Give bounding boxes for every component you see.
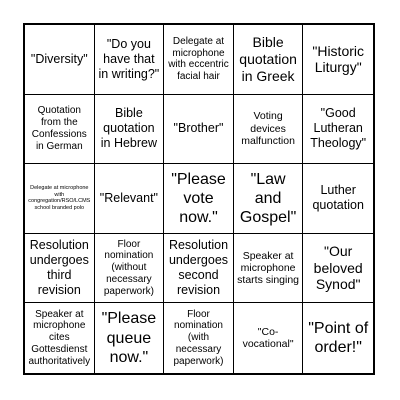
cell-text: Delegate at microphone with eccentric facial hair [168, 35, 229, 83]
cell-text: Quotation from the Confessions in German [31, 105, 87, 152]
bingo-cell[interactable] [95, 25, 165, 95]
bingo-cell[interactable] [95, 234, 165, 304]
bingo-cell[interactable] [303, 25, 373, 95]
cell-text: Speaker at microphone starts singing [237, 249, 300, 287]
bingo-cell[interactable] [25, 164, 95, 234]
cell-text: "Co-vocational" [242, 325, 294, 351]
bingo-cell[interactable] [164, 95, 234, 165]
bingo-cell[interactable] [95, 303, 165, 373]
cell-text: Speaker at microphone cites Gottesdienst authoritatively [28, 308, 91, 367]
cell-text: Resolution undergoes second revision [168, 238, 229, 298]
bingo-cell[interactable] [234, 303, 304, 373]
bingo-cell[interactable] [303, 303, 373, 373]
cell-text: Bible quotation in Hebrew [100, 106, 158, 151]
bingo-cell[interactable] [25, 303, 95, 373]
bingo-cell[interactable] [303, 234, 373, 304]
bingo-cell[interactable] [164, 303, 234, 373]
bingo-card [23, 23, 375, 375]
bingo-cell[interactable] [25, 234, 95, 304]
cell-text: "Do you have that in writing?" [98, 36, 160, 81]
bingo-cell[interactable] [164, 25, 234, 95]
bingo-cell[interactable] [303, 164, 373, 234]
cell-text: "Please vote now." [171, 170, 226, 227]
cell-text: "Please queue now." [101, 310, 157, 366]
bingo-cell[interactable] [95, 164, 165, 234]
cell-text: "Diversity" [30, 51, 88, 66]
cell-text: Bible quotation in Greek [239, 34, 297, 84]
cell-text: "Our beloved Synod" [313, 242, 363, 293]
bingo-cell[interactable] [164, 234, 234, 304]
bingo-cell[interactable] [234, 234, 304, 304]
cell-text: Luther quotation [312, 183, 364, 213]
bingo-cell[interactable] [25, 95, 95, 165]
bingo-cell[interactable] [303, 95, 373, 165]
cell-text: "Point of order!" [308, 320, 369, 357]
bingo-cell[interactable] [234, 25, 304, 95]
cell-text: Floor nomination (without necessary paperwork) [103, 238, 154, 297]
cell-text: "Relevant" [99, 190, 158, 205]
cell-text: Resolution undergoes third revision [29, 238, 89, 298]
bingo-cell[interactable] [234, 95, 304, 165]
bingo-cell[interactable] [25, 25, 95, 95]
cell-text: Delegate at microphone with congregation/RSO/LCMS school branded polo [28, 184, 91, 212]
cell-text: "Law and Gospel" [239, 170, 297, 227]
cell-text: "Good Lutheran Theology" [310, 106, 367, 151]
bingo-cell[interactable] [95, 95, 165, 165]
cell-text: Voting devices malfunction [241, 110, 295, 148]
cell-text: Floor nomination (with necessary paperwork) [173, 308, 224, 367]
cell-text: "Historic Liturgy" [312, 42, 364, 76]
cell-text: "Brother" [173, 121, 224, 136]
bingo-cell[interactable] [164, 164, 234, 234]
bingo-cell[interactable] [234, 164, 304, 234]
